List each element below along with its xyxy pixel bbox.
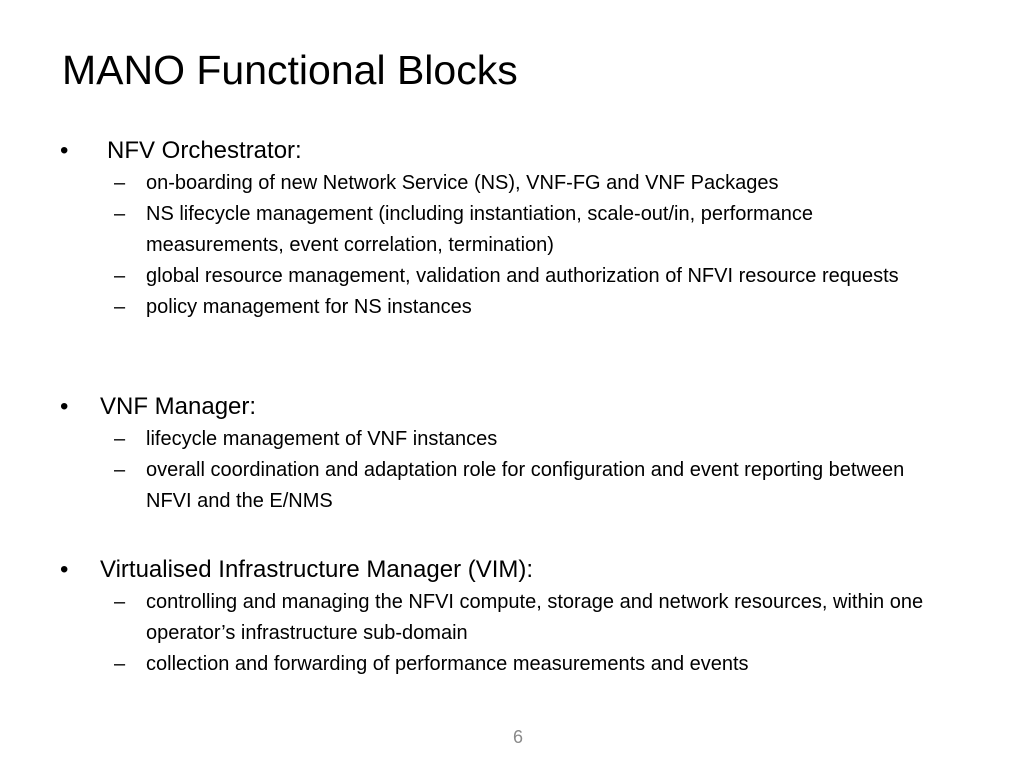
- sub-item: [60, 292, 926, 323]
- bullet-dot: •: [60, 137, 69, 164]
- page-number: 6: [512, 727, 523, 747]
- sub-dash: –: [114, 428, 126, 450]
- sub-item-text: on-boarding of new Network Service (NS), VNF-FG and VNF Packages: [146, 172, 779, 194]
- sub-dash: –: [114, 653, 126, 675]
- sub-dash: –: [114, 591, 126, 613]
- bullet-heading-vnf-manager: VNF Manager:: [100, 393, 257, 420]
- bullet-nfv-orchestrator: [60, 134, 980, 168]
- sub-item-text: controlling and managing the NFVI compute, storage and network resources, within one operator’s infrastructure sub-domain: [146, 591, 924, 644]
- sub-item: [60, 649, 926, 680]
- bullet-dot: •: [60, 393, 69, 420]
- sub-item-text: policy management for NS instances: [146, 296, 472, 318]
- sub-item-text: NS lifecycle management (including instantiation, scale-out/in, performance measurements, event correlation, termination): [146, 203, 814, 256]
- sub-item-text: overall coordination and adaptation role for configuration and event reporting between NFVI and the E/NMS: [146, 459, 905, 512]
- slide-title: MANO Functional Blocks: [62, 47, 518, 93]
- sub-item-text: global resource management, validation and authorization of NFVI resource requests: [146, 265, 899, 287]
- sub-dash: –: [114, 459, 126, 481]
- sub-dash: –: [114, 265, 126, 287]
- sub-dash: –: [114, 172, 126, 194]
- bullet-heading-vim: Virtualised Infrastructure Manager (VIM):: [100, 556, 534, 583]
- sub-item: [60, 168, 926, 199]
- section-nfv-orchestrator: [60, 134, 980, 323]
- sub-item: [60, 424, 926, 455]
- sub-item: [60, 261, 926, 292]
- section-vnf-manager: [60, 390, 980, 517]
- bullet-vnf-manager: [60, 390, 980, 424]
- bullet-vim: [60, 553, 980, 587]
- section-vim: [60, 553, 980, 680]
- sub-item-text: lifecycle management of VNF instances: [146, 428, 498, 450]
- sub-item: [60, 587, 926, 649]
- sub-dash: –: [114, 203, 126, 225]
- bullet-heading-nfv-orchestrator: NFV Orchestrator:: [107, 137, 302, 164]
- bullet-dot: •: [60, 556, 69, 583]
- sub-item: [60, 199, 926, 261]
- sub-dash: –: [114, 296, 126, 318]
- sub-item: [60, 455, 926, 517]
- sub-item-text: collection and forwarding of performance measurements and events: [146, 653, 749, 675]
